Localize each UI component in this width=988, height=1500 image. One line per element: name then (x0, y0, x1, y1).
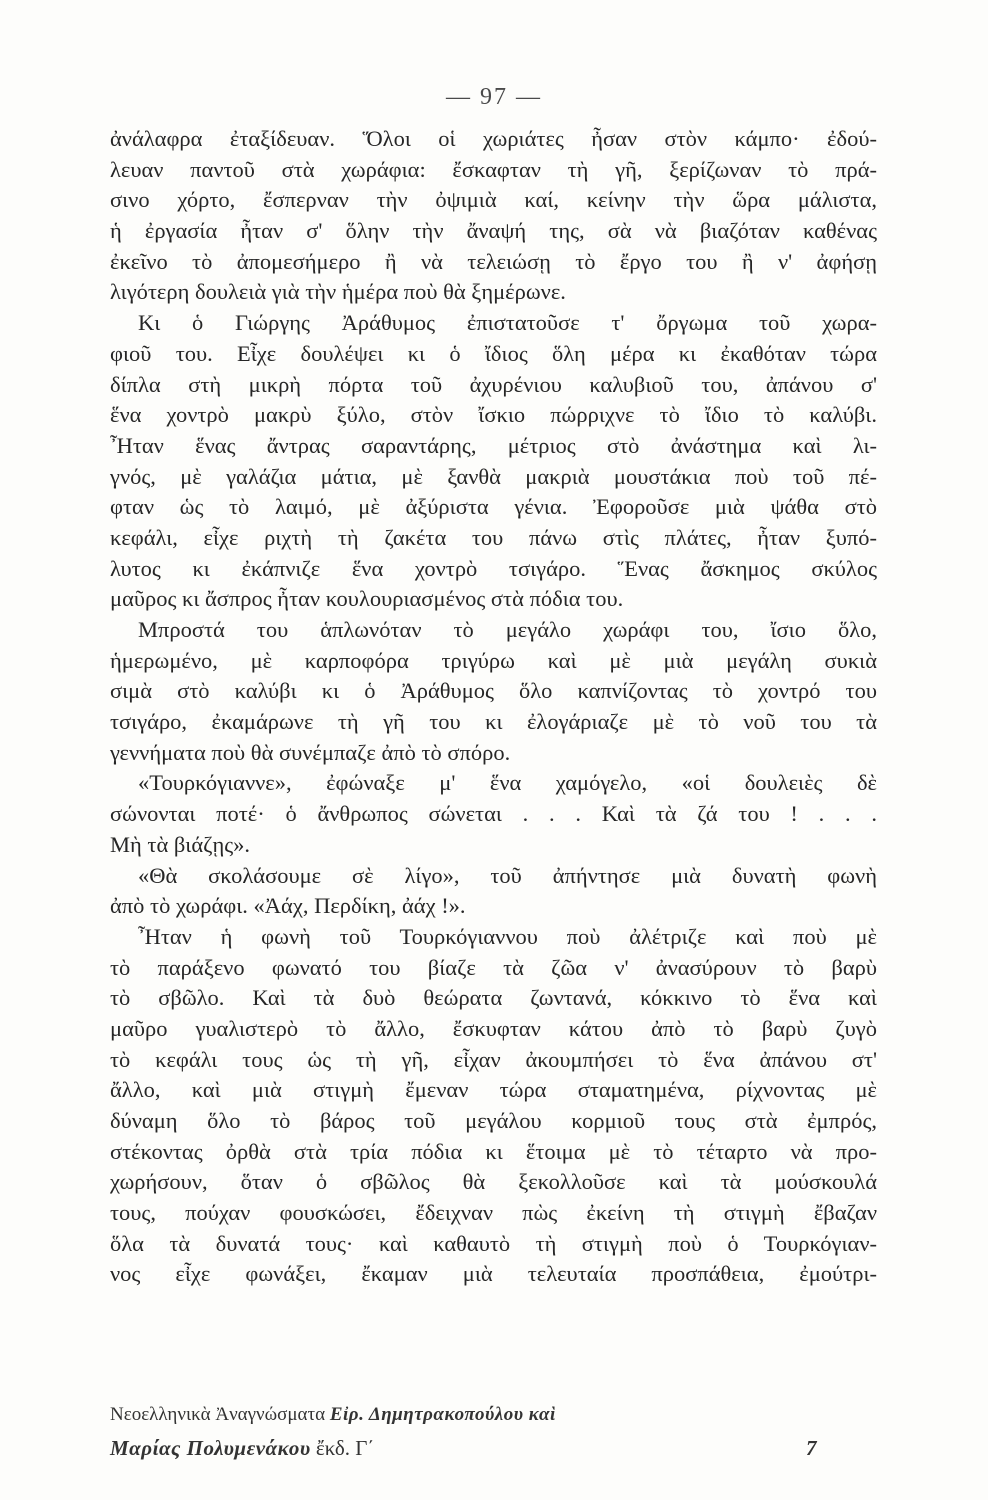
signature-mark: 7 (806, 1436, 817, 1460)
text-line: ἄλλο, καὶ μιὰ στιγμὴ ἔμεναν τώρα σταματημένα, ρίχνοντας μὲ (110, 1077, 877, 1103)
paragraph (110, 861, 877, 922)
text-line: δίπλα στὴ μικρὴ πόρτα τοῦ ἀχυρένιου καλυβιοῦ του, ἀπάνου σ' (110, 371, 877, 397)
text-line: σιμὰ στὸ καλύβι κι ὁ Ἀράθυμος ὅλο καπνίζοντας τὸ χοντρό του (110, 678, 877, 704)
footer-book-title: Νεοελληνικὰ Ἀναγνώσματα (110, 1404, 326, 1425)
text-line: ἕνα χοντρὸ μακρὺ ξύλο, στὸν ἴσκιο πώρριχνε τὸ ἴδιο τὸ καλύβι. (110, 402, 877, 428)
text-line: γεννήματα ποὺ θὰ συνέμπαζε ἀπὸ τὸ σπόρο. (110, 739, 511, 765)
text-line: χωρήσουν, ὅταν ὁ σβῶλος θὰ ξεκολλοῦσε καὶ τὰ μούσκουλά (110, 1169, 877, 1195)
text-line: τους, πούχαν φουσκώσει, ἔδειχναν πὼς ἐκείνη τὴ στιγμὴ ἔβαζαν (110, 1200, 877, 1226)
text-line: ἡ ἐργασία ἦταν σ' ὅλην τὴν ἄναψή της, σὰ νὰ βιαζόταν καθένας (110, 218, 877, 244)
text-line: γνός, μὲ γαλάζια μάτια, μὲ ξανθὰ μακριὰ μουστάκια ποὺ τοῦ πέ- (110, 463, 877, 489)
paragraph (110, 308, 877, 615)
text-line: νος εἶχε φωνάξει, ἔκαμαν μιὰ τελευταία προσπάθεια, ἐμούτρι- (110, 1261, 877, 1287)
footer-author-second: Μαρίας Πολυμενάκου (110, 1436, 311, 1460)
text-line: ἀνάλαφρα ἐταξίδευαν. Ὅλοι οἱ χωριάτες ἦσαν στὸν κάμπο· ἐδού- (110, 126, 877, 151)
text-line: φιοῦ του. Εἶχε δουλέψει κι ὁ ἴδιος ὅλη μέρα κι ἐκαθόταν τώρα (110, 340, 877, 366)
text-line: λιγότερη δουλειὰ γιὰ τὴν ἡμέρα ποὺ θὰ ξημέρωνε. (110, 279, 566, 305)
text-line: κεφάλι, εἶχε ριχτὴ τὴ ζακέτα του πάνω στὶς πλάτες, ἦταν ξυπό- (110, 524, 877, 550)
body-text (110, 124, 877, 1290)
text-line: «Θὰ σκολάσουμε σὲ λίγο», τοῦ ἀπήντησε μιὰ δυνατὴ φωνὴ (138, 862, 877, 888)
text-line: Μπροστά του ἁπλωνόταν τὸ μεγάλο χωράφι του, ἴσιο ὅλο, (138, 617, 877, 642)
footer-edition: ἔκδ. Γ΄ (315, 1436, 375, 1460)
text-line: Μὴ τὰ βιάζῃς». (110, 831, 251, 857)
text-line: σινο χόρτο, ἔσπερναν τὴν ὀψιμιὰ καί, κείνην τὴν ὥρα μάλιστα, (110, 187, 877, 213)
paragraph (110, 615, 877, 768)
text-line: λευαν παντοῦ στὰ χωράφια: ἔσκαφταν τὴ γῆ, ξερίζωναν τὸ πρά- (110, 156, 877, 182)
text-line: λυτος κι ἐκάπνιζε ἕνα χοντρὸ τσιγάρο. Ἕνας ἄσκημος σκύλος (110, 555, 877, 581)
text-line: τὸ σβῶλο. Καὶ τὰ δυὸ θεώρατα ζωντανά, κόκκινο τὸ ἕνα καὶ (110, 985, 877, 1011)
text-line: Ἦταν ἡ φωνὴ τοῦ Τουρκόγιαννου ποὺ ἀλέτριζε καὶ ποὺ μὲ (138, 923, 877, 949)
footer-edition-line (110, 1436, 830, 1461)
text-line: Κι ὁ Γιώργης Ἀράθυμος ἐπιστατοῦσε τ' ὄργωμα τοῦ χωρα- (138, 310, 877, 336)
paragraph (110, 922, 877, 1290)
footer-author-first: Εἰρ. Δημητρακοπούλου καὶ (329, 1404, 556, 1425)
text-line: ἐκεῖνο τὸ ἀπομεσήμερο ἢ νὰ τελειώσῃ τὸ ἔργο του ἢ ν' ἀφήσῃ (110, 248, 877, 274)
text-line: τὸ κεφάλι τους ὡς τὴ γῆ, εἶχαν ἀκουμπήσει τὸ ἕνα ἀπάνου στ' (110, 1046, 877, 1072)
text-line: «Τουρκόγιαννε», ἐφώναξε μ' ἕνα χαμόγελο, «οἱ δουλειὲς δὲ (138, 770, 877, 796)
text-line: μαῦρο γυαλιστερὸ τὸ ἄλλο, ἔσκυφταν κάτου ἀπὸ τὸ βαρὺ ζυγὸ (110, 1015, 877, 1041)
paragraph (110, 768, 877, 860)
text-line: ὅλα τὰ δυνατά τους· καὶ καθαυτὸ τὴ στιγμὴ ποὺ ὁ Τουρκόγιαν- (110, 1230, 877, 1256)
page-number: — 97 — (446, 84, 542, 110)
text-line: ἡμερωμένο, μὲ καρποφόρα τριγύρω καὶ μὲ μιὰ μεγάλη συκιὰ (110, 647, 877, 673)
text-line: Ἦταν ἕνας ἄντρας σαραντάρης, μέτριος στὸ ἀνάστημα καὶ λι- (110, 432, 877, 458)
text-line: τὸ παράξενο φωνατό του βίαζε τὰ ζῶα ν' ἀνασύρουν τὸ βαρὺ (110, 954, 877, 980)
text-line: μαῦρος κι ἄσπρος ἦταν κουλουριασμένος στὰ πόδια του. (110, 586, 624, 612)
text-line: σώνονται ποτέ· ὁ ἄνθρωπος σώνεται . . . Καὶ τὰ ζά του ! . . . (110, 801, 877, 827)
footer-source-line (110, 1404, 830, 1426)
text-line: ἀπὸ τὸ χωράφι. «Ἀάχ, Περδίκη, ἀάχ !». (110, 893, 466, 919)
text-line: στέκοντας ὀρθὰ στὰ τρία πόδια κι ἕτοιμα μὲ τὸ τέταρτο νὰ προ- (110, 1138, 877, 1164)
text-line: τσιγάρο, ἐκαμάρωνε τὴ γῆ του κι ἐλογάριαζε μὲ τὸ νοῦ του τὰ (110, 709, 877, 735)
text-line: φταν ὡς τὸ λαιμό, μὲ ἀξύριστα γένια. Ἐφοροῦσε μιὰ ψάθα στὸ (110, 494, 877, 520)
text-line: δύναμη ὅλο τὸ βάρος τοῦ μεγάλου κορμιοῦ τους στὰ ἐμπρός, (110, 1108, 877, 1133)
paragraph (110, 124, 877, 308)
